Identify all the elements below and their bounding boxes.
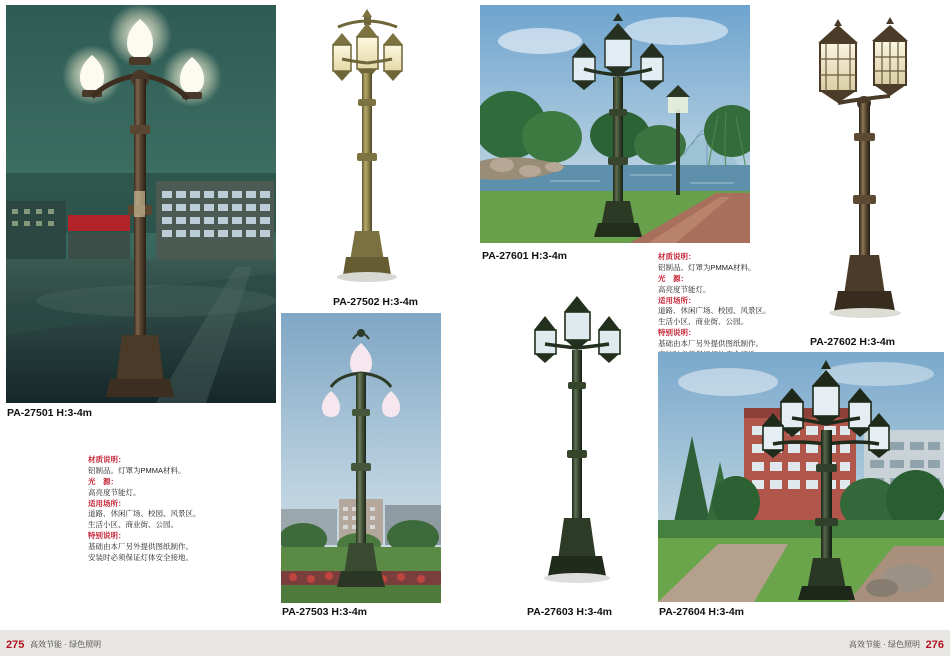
spec-right-material-body: 铝制品。灯罩为PMMA材料。 [658, 262, 756, 272]
caption-pa-27602: PA-27602 H:3-4m [810, 336, 896, 348]
spec-left-usage-body1: 道路、休闲广场、校园、风景区。 [88, 509, 201, 519]
spec-right-source-body: 高亮度节能灯。 [658, 284, 711, 294]
spec-left-special-body1: 基础由本厂另外提供图纸制作。 [88, 542, 193, 551]
spec-right-usage-body2: 生活小区、商业街、公园。 [658, 317, 748, 327]
footer-text-right: 高效节能 · 绿色照明 [848, 640, 920, 649]
spec-right-special-head: 特别说明： [658, 328, 696, 338]
product-photo-pa-27501 [6, 5, 276, 403]
caption-pa-27501: PA-27501 H:3-4m [7, 407, 93, 419]
spec-right-source-head: 光 源： [658, 273, 688, 283]
product-photo-pa-27502 [300, 3, 435, 288]
product-photo-pa-27603 [512, 278, 642, 603]
product-photo-pa-27601 [480, 5, 750, 243]
spec-right-usage-body1: 道路、休闲广场、校园、风景区。 [658, 306, 771, 316]
caption-pa-27502: PA-27502 H:3-4m [333, 296, 419, 308]
spec-left-material-body: 铝制品。灯罩为PMMA材料。 [88, 465, 186, 475]
spec-block-left [88, 455, 238, 564]
product-photo-pa-27503 [281, 313, 441, 603]
product-photo-pa-27604 [658, 352, 944, 602]
caption-pa-27603: PA-27603 H:3-4m [527, 606, 613, 618]
spec-left-special-head: 特别说明： [88, 531, 126, 541]
spec-right-usage-head: 适用场所： [658, 295, 696, 305]
page-number-left: 275 [6, 639, 25, 651]
spec-right-special-body1: 基础由本厂另外提供图纸制作。 [658, 339, 763, 348]
spec-left-usage-head: 适用场所： [88, 498, 126, 508]
spec-left-source-head: 光 源： [88, 476, 118, 486]
caption-pa-27601: PA-27601 H:3-4m [482, 250, 568, 262]
spec-left-usage-body2: 生活小区、商业街、公园。 [88, 520, 178, 530]
spec-left-material-head: 材质说明： [88, 455, 126, 464]
caption-pa-27604: PA-27604 H:3-4m [659, 606, 745, 618]
footer-bar [0, 630, 950, 656]
footer-text-left: 高效节能 · 绿色照明 [30, 640, 102, 649]
product-photo-pa-27602 [790, 3, 940, 328]
spec-right-material-head: 材质说明： [658, 252, 696, 261]
spec-left-special-body2: 安装时必须保证灯体安全接地。 [88, 552, 193, 562]
spec-block-right [658, 252, 808, 361]
caption-pa-27503: PA-27503 H:3-4m [282, 606, 368, 618]
spec-left-source-body: 高亮度节能灯。 [88, 487, 141, 497]
page-number-right: 276 [925, 639, 944, 651]
